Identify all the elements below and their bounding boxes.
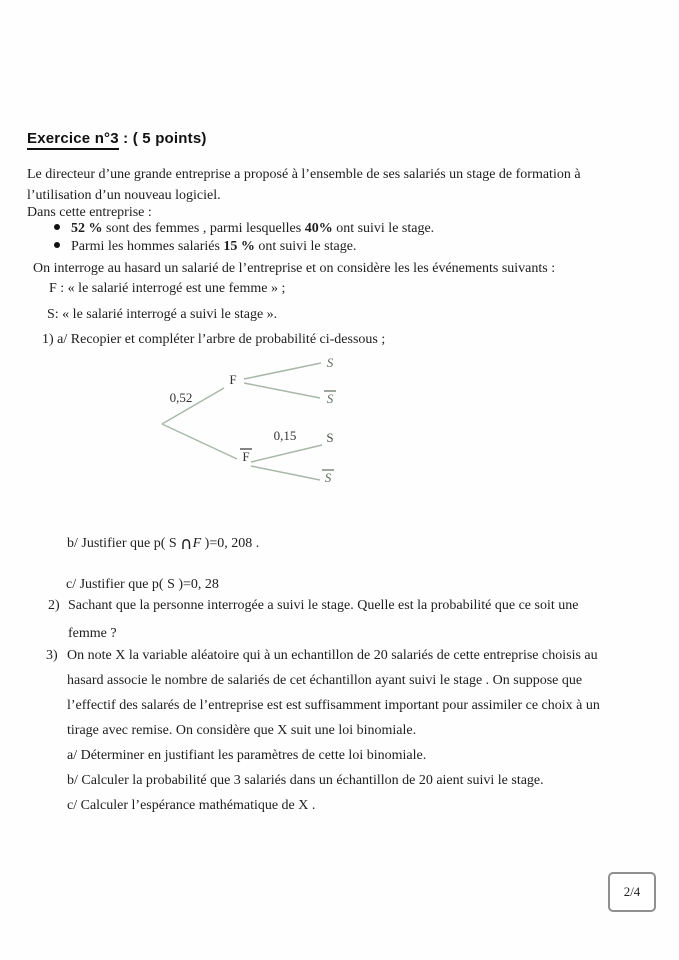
question-2-line-2: femme ? — [68, 626, 117, 641]
question-3c: c/ Calculer l’espérance mathématique de X . — [67, 798, 316, 813]
question-1a: 1) a/ Recopier et compléter l’arbre de probabilité ci-dessous ; — [42, 332, 386, 347]
question-1c: c/ Justifier que p( S )=0, 28 — [66, 577, 219, 592]
exercise-title-underlined: Exercice n°3 — [27, 130, 119, 150]
intro-line-3: Dans cette entreprise : — [27, 205, 152, 220]
event-s-definition: S: « le salarié interrogé a suivi le stage ». — [47, 307, 278, 322]
pct-women: 52 % — [71, 221, 103, 236]
var-f: F — [192, 536, 202, 551]
tree-node-fbar: F — [242, 449, 250, 464]
question-3-line-2: hasard associe le nombre de salariés de cet échantillon ayant suivi le stage . On suppose que — [67, 673, 583, 688]
pct-men-stage: 15 % — [223, 239, 255, 254]
event-f-definition: F : « le salarié interrogé est une femme » ; — [49, 281, 286, 296]
probability-tree — [140, 350, 350, 495]
tree-leaf-s-low: S — [326, 430, 334, 445]
bullet-icon — [54, 224, 60, 230]
question-2 — [68, 592, 578, 648]
tree-leaf-sbar-low: S — [324, 470, 332, 485]
page-number: 2/4 — [623, 884, 641, 899]
branch-fbar-to-s — [251, 445, 322, 462]
question-3-marker: 3) — [46, 648, 58, 663]
branch-root-to-fbar — [162, 424, 237, 459]
page-number-box — [608, 872, 656, 912]
question-3b: b/ Calculer la probabilité que 3 salariés dans un échantillon de 20 aient suivi le stage. — [67, 773, 544, 788]
exercise-title-points: : ( 5 points) — [118, 130, 207, 147]
events-intro: On interroge au hasard un salarié de l’entreprise et on considère les les événements suivants : — [33, 261, 556, 276]
branch-f-to-sbar — [244, 383, 320, 398]
branch-fbar-to-sbar — [251, 466, 320, 480]
question-3-line-3: l’effectif des salarés de l’entreprise est est suffisamment important pour assimiler ce choix à un — [67, 698, 600, 713]
question-2-line-1: Sachant que la personne interrogée a suivi le stage. Quelle est la probabilité que ce soit une — [68, 598, 579, 613]
branch-f-to-s — [244, 363, 321, 379]
tree-node-f: F — [229, 372, 237, 387]
intro-line-1: Le directeur d’une grande entreprise a proposé à l’ensemble de ses salariés un stage de formation à — [27, 167, 581, 182]
question-3a: a/ Déterminer en justifiant les paramètres de cette loi binomiale. — [67, 748, 427, 763]
question-3 — [67, 643, 600, 818]
question-2-marker: 2) — [48, 598, 60, 613]
tree-leaf-s-top: S — [326, 355, 334, 370]
intro-line-2: l’utilisation d’un nouveau logiciel. — [27, 188, 221, 203]
question-3-line-1: On note X la variable aléatoire qui à un echantillon de 20 salariés de cette entreprise choisis au — [67, 648, 598, 663]
tree-leaf-sbar-top: S — [326, 391, 334, 406]
tree-prob-0-52: 0,52 — [169, 390, 193, 405]
bullet-women: 52 % sont des femmes , parmi lesquelles 40% ont suivi le stage. — [54, 221, 434, 237]
bullet-icon — [54, 242, 60, 248]
question-3-line-4: tirage avec remise. On considère que X suit une loi binomiale. — [67, 723, 417, 738]
intersection-symbol: ∩ — [180, 534, 193, 554]
pct-women-stage: 40% — [304, 221, 333, 236]
exercise-title — [27, 130, 207, 147]
bullet-men: Parmi les hommes salariés 15 % ont suivi le stage. — [54, 239, 356, 255]
tree-prob-0-15: 0,15 — [273, 428, 297, 443]
question-1b: b/ Justifier que p( S ∩F )=0, 208 . — [67, 534, 260, 554]
